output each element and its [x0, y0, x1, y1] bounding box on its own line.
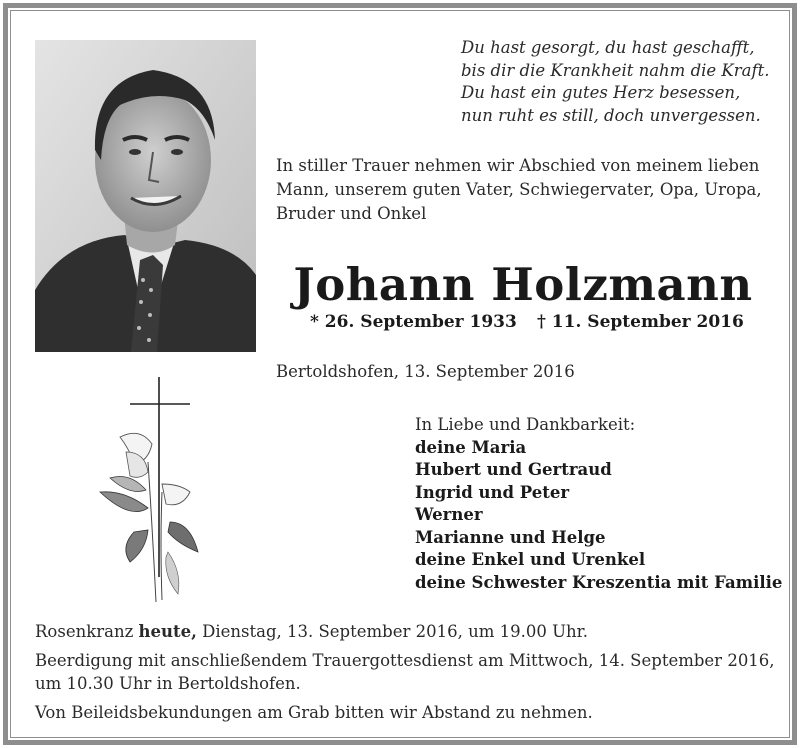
rosary-text-pre: Rosenkranz — [35, 622, 139, 641]
funeral-notice-line: Beerdigung mit anschließendem Trauergottesdienst am Mittwoch, 14. September 2016, — [35, 651, 775, 670]
mourner-name: deine Maria — [415, 437, 527, 457]
mourner-name: Marianne und Helge — [415, 527, 606, 547]
poem-line: nun ruht es still, doch unvergessen. — [461, 105, 761, 125]
rosary-notice — [35, 620, 775, 643]
rosary-text-bold: heute, — [138, 622, 197, 641]
mourners-lead: In Liebe und Dankbarkeit: — [415, 415, 636, 434]
mourners-list — [415, 414, 782, 594]
condolence-notice: Von Beileidsbekundungen am Grab bitten wir Abstand zu nehmen. — [35, 703, 593, 722]
rosary-text-post: Dienstag, 13. September 2016, um 19.00 Uhr. — [196, 622, 588, 641]
intro-line: In stiller Trauer nehmen wir Abschied von meinem lieben — [276, 156, 760, 175]
poem-line: bis dir die Krankheit nahm die Kraft. — [461, 60, 770, 80]
intro-line: Mann, unserem guten Vater, Schwiegervater, Opa, Uropa, — [276, 180, 762, 199]
deceased-name: Johann Holzmann — [293, 258, 753, 311]
cross-lily-illustration — [90, 372, 210, 612]
mourner-name: Werner — [415, 505, 483, 524]
place-and-date: Bertoldshofen, 13. September 2016 — [276, 362, 575, 381]
intro-line: Bruder und Onkel — [276, 204, 427, 223]
funeral-notices — [35, 620, 775, 724]
poem-line: Du hast ein gutes Herz besessen, — [461, 83, 741, 102]
intro-text — [276, 154, 776, 226]
poem-line: Du hast gesorgt, du hast geschafft, — [461, 38, 755, 57]
mourner-name: deine Enkel und Urenkel — [415, 550, 646, 569]
death-date: † 11. September 2016 — [537, 312, 744, 332]
mourner-name: Ingrid und Peter — [415, 482, 570, 502]
poem — [461, 37, 781, 127]
portrait-photo — [35, 40, 256, 352]
funeral-notice-line: um 10.30 Uhr in Bertoldshofen. — [35, 674, 301, 693]
birth-date: * 26. September 1933 — [310, 312, 517, 332]
mourner-name: deine Schwester Kreszentia mit Familie — [415, 572, 783, 592]
mourner-name: Hubert und Gertraud — [415, 460, 612, 479]
